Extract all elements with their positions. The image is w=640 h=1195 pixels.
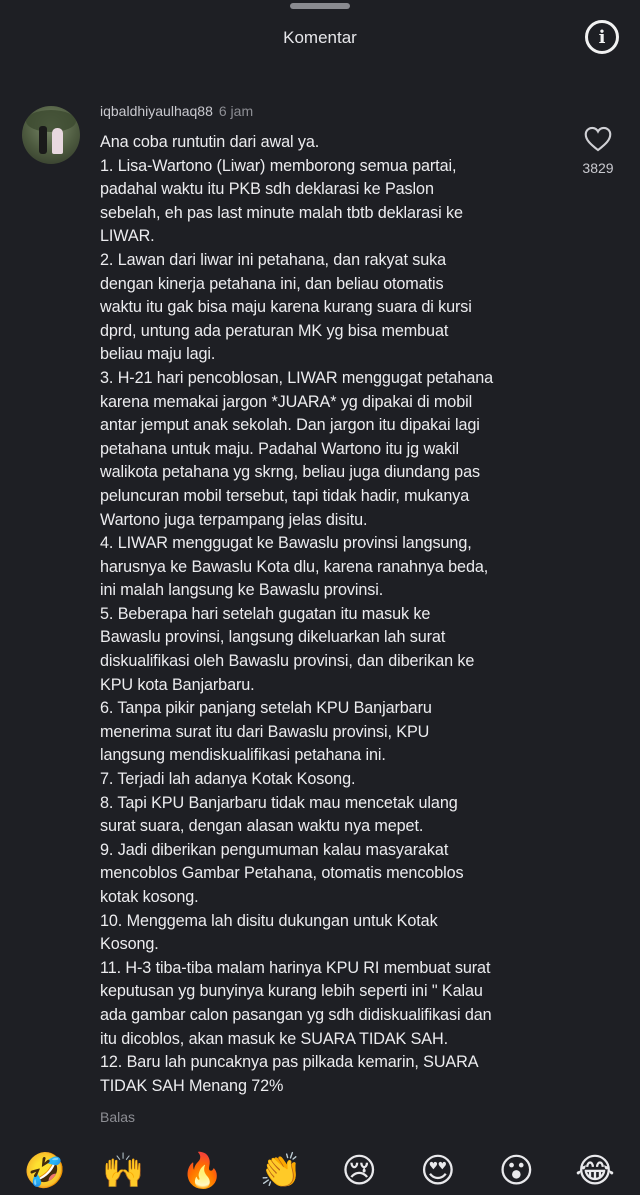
comment-line: 4. LIWAR menggugat ke Bawaslu provinsi langsung, (100, 534, 472, 553)
page-title: Komentar (283, 28, 357, 47)
tears-of-joy-emoji[interactable]: 😂 (575, 1151, 615, 1191)
like-count: 3829 (582, 160, 614, 176)
comment-line: LIWAR. (100, 227, 155, 246)
reply-button[interactable]: Balas (100, 1109, 136, 1125)
username[interactable]: iqbaldhiyaulhaq88 (100, 103, 213, 119)
comment-line: Ana coba runtutin dari awal ya. (100, 133, 320, 151)
comment-line: 11. H-3 tiba-tiba malam harinya KPU RI membuat surat (100, 958, 491, 977)
comment-line: 7. Terjadi lah adanya Kotak Kosong. (100, 770, 356, 789)
comment-text (100, 131, 560, 1098)
comment-line: mencoblos Gambar Petahana, otomatis mencoblos (100, 864, 464, 883)
heart-eyes-emoji[interactable]: 😍 (420, 1151, 456, 1191)
comment-line: beliau maju lagi. (100, 345, 216, 364)
comment-line: petahana untuk maju. Padahal Wartono itu jg wakil (100, 439, 459, 458)
comment-line: 12. Baru lah puncaknya pas pilkada kemarin, SUARA (100, 1053, 479, 1072)
comment-line: Kosong. (100, 935, 159, 954)
comment-line: walikota petahana yg skrng, beliau juga diundang pas (100, 463, 480, 482)
raising-hands-emoji[interactable]: 🙌 (102, 1151, 145, 1191)
comment-line: peluncuran mobil tersebut, tapi tidak hadir, mukanya (100, 486, 470, 505)
comment-line: 5. Beberapa hari setelah gugatan itu masuk ke (100, 604, 431, 623)
comment-line: 8. Tapi KPU Banjarbaru tidak mau mencetak ulang (100, 793, 458, 812)
comment-line: 9. Jadi diberikan pengumuman kalau masyarakat (100, 840, 449, 859)
comment-line: KPU kota Banjarbaru. (100, 675, 255, 694)
clapping-hands-emoji[interactable]: 👏 (259, 1151, 302, 1191)
comment-line: ini malah langsung ke Bawaslu provinsi. (100, 581, 384, 600)
comment-line: Wartono juga terpampang jelas disitu. (100, 510, 368, 529)
comment-line: 1. Lisa-Wartono (Liwar) memborong semua partai, (100, 156, 457, 175)
comment-line: harusnya ke Bawaslu Kota dlu, karena ranahnya beda, (100, 557, 489, 576)
comment-line: waktu itu gak bisa maju karena kurang suara di kursi (100, 298, 472, 317)
comment-meta (100, 103, 253, 119)
comment-line: Bawaslu provinsi, langsung dikeluarkan lah surat (100, 628, 446, 647)
comment-line: diskualifikasi oleh Bawaslu provinsi, dan diberikan ke (100, 652, 475, 671)
comment-line: langsung mendiskualifikasi petahana ini. (100, 746, 386, 765)
comment-line: antar jemput anak sekolah. Dan jargon itu dipakai lagi (100, 416, 480, 435)
heart-icon[interactable] (584, 126, 612, 152)
comment-line: dengan kinerja petahana ini, dan beliau otomatis (100, 274, 444, 293)
comment-line: karena memakai jargon *JUARA* yg dipakai di mobil (100, 392, 473, 411)
comment-line: 10. Menggema lah disitu dukungan untuk Kotak (100, 911, 438, 930)
comment-line: 6. Tanpa pikir panjang setelah KPU Banjarbaru (100, 699, 432, 718)
comment-line: itu dicoblos, akan masuk ke SUARA TIDAK SAH. (100, 1029, 448, 1048)
rofl-emoji[interactable]: 🤣 (23, 1151, 67, 1191)
comment-line: TIDAK SAH Menang 72% (100, 1076, 284, 1095)
avatar[interactable] (22, 106, 80, 164)
comment-line: 3. H-21 hari pencoblosan, LIWAR menggugat petahana (100, 368, 494, 387)
comment-line: 2. Lawan dari liwar ini petahana, dan rakyat suka (100, 250, 447, 269)
comment-line: padahal waktu itu PKB sdh deklarasi ke Paslon (100, 180, 434, 199)
comment-line: kotak kosong. (100, 888, 199, 906)
comment-line: dprd, untung ada peraturan MK yg bisa membuat (100, 321, 449, 340)
comment-line: keputusan yg bunyinya kurang lebih seperti ini " Kalau (100, 982, 483, 1001)
sad-tear-emoji[interactable]: 😢 (341, 1151, 377, 1191)
comment-line: ada gambar calon pasangan yg sdh didiskualifikasi dan (100, 1005, 492, 1024)
fire-emoji[interactable]: 🔥 (180, 1151, 224, 1191)
comment-line: sebelah, eh pas last minute malah tbtb deklarasi ke (100, 203, 463, 222)
emoji-reaction-bar (0, 1148, 640, 1194)
comment-line: surat suara, dengan alasan waktu nya mepet. (100, 817, 424, 836)
sheet-grabber[interactable] (290, 3, 350, 9)
info-icon[interactable]: i (585, 20, 619, 54)
comment-time: 6 jam (218, 103, 254, 119)
surprised-emoji[interactable]: 😮 (498, 1151, 535, 1191)
comment-line: menerima surat itu dari Bawaslu provinsi, KPU (100, 722, 430, 741)
